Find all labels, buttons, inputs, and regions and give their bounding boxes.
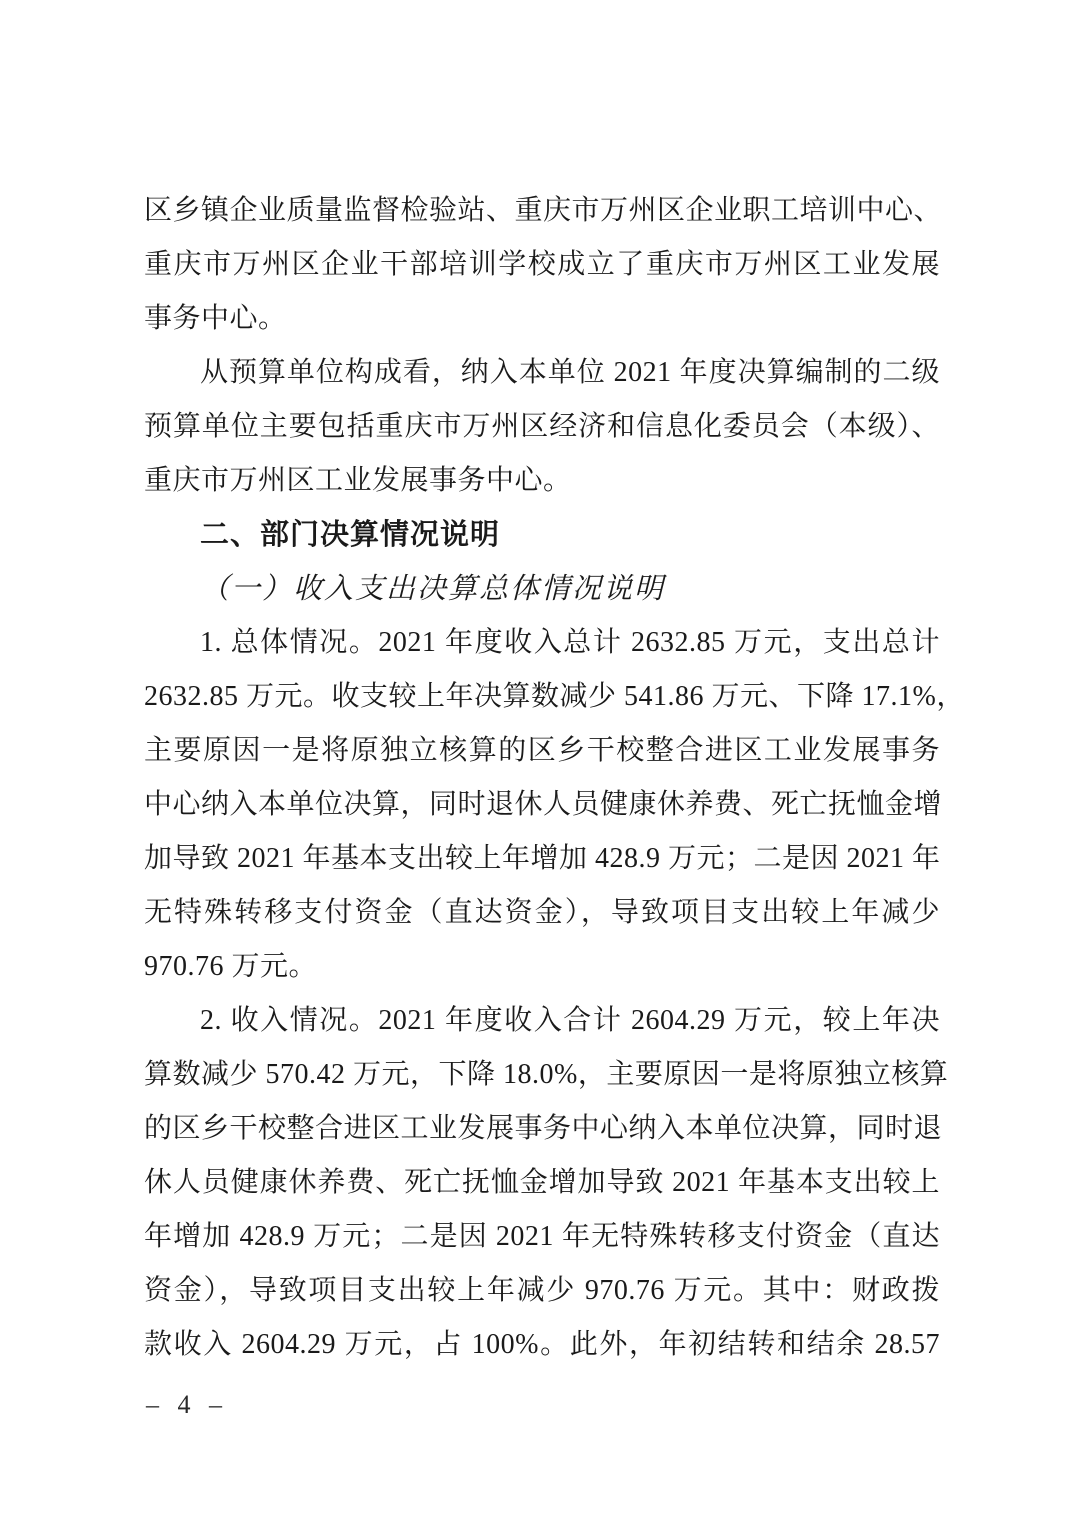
para2-line3: 重庆市万州区工业发展事务中心。 [144, 465, 572, 496]
para3-line1: 1. 总体情况。2021 年度收入总计 2632.85 万元，支出总计 [200, 627, 940, 658]
para1-line2: 重庆市万州区企业干部培训学校成立了重庆市万州区工业发展 [144, 249, 940, 280]
para3-line2: 2632.85 万元。收支较上年决算数减少 541.86 万元、下降 17.1%， [144, 681, 965, 712]
para3-line5: 加导致 2021 年基本支出较上年增加 428.9 万元；二是因 2021 年 [144, 843, 941, 874]
para4-line6: 资金），导致项目支出较上年减少 970.76 万元。其中：财政拨 [144, 1275, 940, 1306]
para4-line7: 款收入 2604.29 万元，占 100%。此外，年初结转和结余 28.57 [144, 1329, 940, 1360]
para4-line1: 2. 收入情况。2021 年度收入合计 2604.29 万元，较上年决 [200, 1005, 940, 1036]
subsection-heading: （一）收入支出决算总体情况说明 [200, 573, 666, 605]
para4-line2: 算数减少 570.42 万元，下降 18.0%，主要原因一是将原独立核算 [144, 1059, 949, 1090]
document-body [144, 184, 965, 1372]
para2-line2: 预算单位主要包括重庆市万州区经济和信息化委员会（本级）、 [144, 411, 940, 442]
para1-line1: 区乡镇企业质量监督检验站、重庆市万州区企业职工培训中心、 [144, 195, 943, 226]
section-heading: 二、部门决算情况说明 [200, 519, 501, 551]
page-number: – 4 – [146, 1390, 228, 1419]
para3-line4: 中心纳入本单位决算，同时退休人员健康休养费、死亡抚恤金增 [144, 789, 943, 820]
para4-line3: 的区乡干校整合进区工业发展事务中心纳入本单位决算，同时退 [144, 1113, 943, 1144]
para3-line3: 主要原因一是将原独立核算的区乡干校整合进区工业发展事务 [144, 735, 940, 766]
para4-line5: 年增加 428.9 万元；二是因 2021 年无特殊转移支付资金（直达 [144, 1221, 940, 1252]
para3-line7: 970.76 万元。 [144, 951, 318, 982]
para4-line4: 休人员健康休养费、死亡抚恤金增加导致 2021 年基本支出较上 [144, 1167, 940, 1198]
para3-line6: 无特殊转移支付资金（直达资金），导致项目支出较上年减少 [144, 897, 940, 928]
para2-line1: 从预算单位构成看，纳入本单位 2021 年度决算编制的二级 [200, 357, 940, 388]
para1-line3: 事务中心。 [144, 303, 287, 334]
